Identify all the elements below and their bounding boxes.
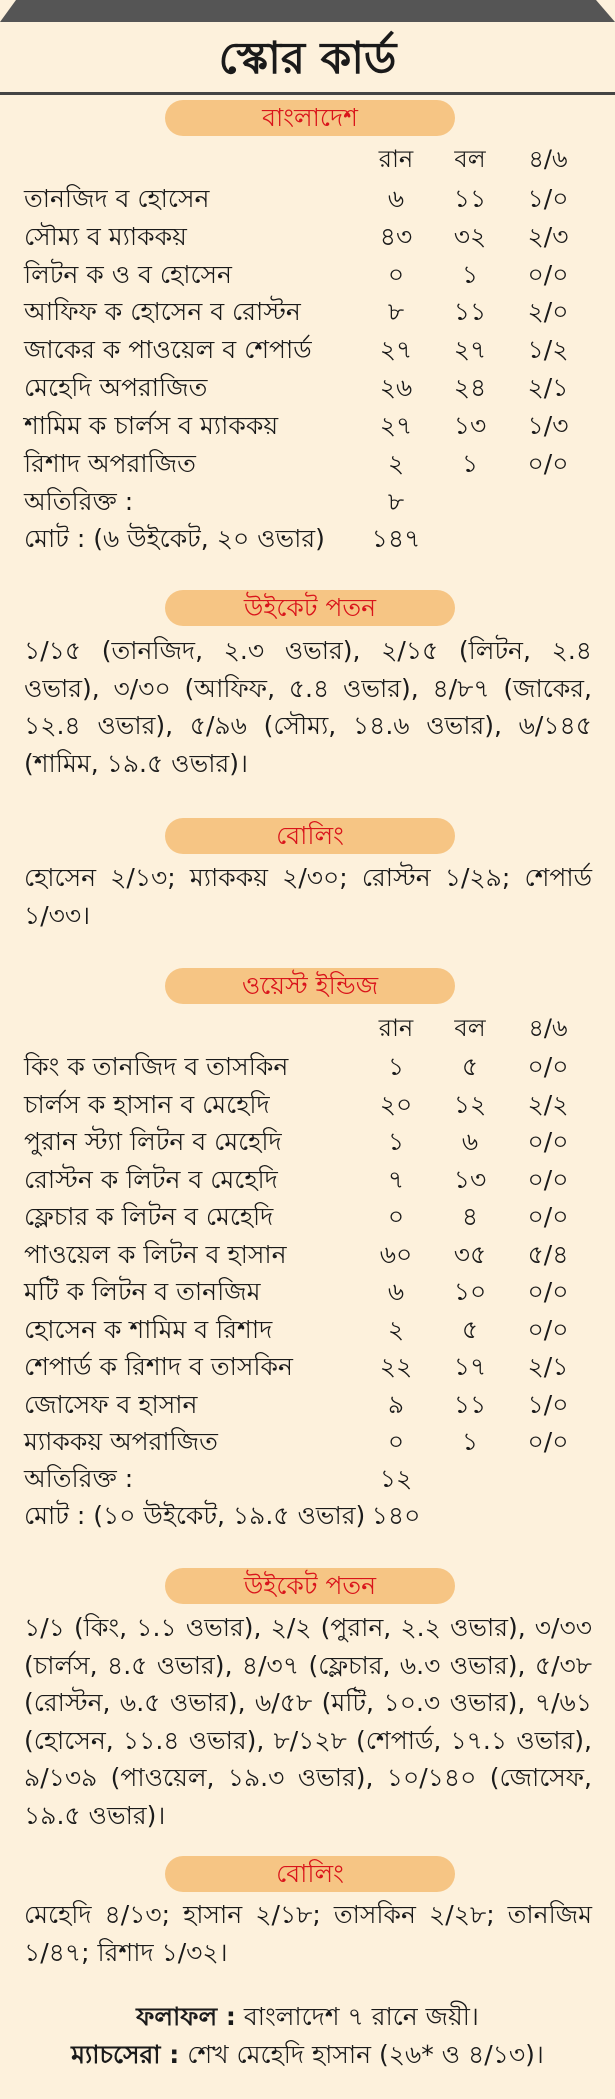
fours-sixes: ১/৩ [527,410,569,440]
fours-sixes: ০/০ [527,1314,569,1344]
fours-sixes: ১/২ [527,335,569,365]
player-name: ম্যাককয় অপরাজিত [24,1427,218,1456]
runs: ০ [387,1202,405,1231]
batting-row [0,218,615,255]
runs: ২ [387,448,405,478]
fours-sixes: ৫/৪ [527,1239,569,1269]
fours-sixes: ২/২ [527,1089,569,1119]
runs: ১ [387,1127,405,1156]
balls: ১ [461,259,479,289]
mom-label: ম্যাচসেরা : [71,2040,180,2069]
runs: ২ [387,1314,405,1344]
player-name: রিশাদ অপরাজিত [24,448,196,478]
total-value: ১৪০ [371,1501,421,1530]
player-name: ফ্লেচার ক লিটন ব মেহেদি [24,1202,274,1231]
fours-sixes: ০/০ [527,1202,569,1231]
result-label: ফলাফল : [136,2002,236,2031]
fours-sixes: ০/০ [527,1427,569,1456]
runs: ২০ [379,1089,413,1119]
fow-heading-west-indies: উইকেট পতন [165,1568,455,1604]
runs: ৬ [387,1277,405,1306]
balls: ১১ [453,1389,487,1419]
player-name: মটি ক লিটন ব তানজিম [24,1277,261,1306]
runs: ৬০ [379,1239,413,1269]
fow-text-bangladesh: ১/১৫ (তানজিদ, ২.৩ ওভার), ২/১৫ (লিটন, ২.৪ ওভার), ৩/৩০ (আফিফ, ৫.৪ ওভার), ৪/৮৭ (জাকের, ১২.৪ ওভার), ৫/৯৬ (সৌম্য, ১৪.৬ ওভার), ৬/১৪৫ (শামিম, ১৯.৫ ওভার)। [24,636,592,778]
total-label: মোট : (৬ উইকেট, ২০ ওভার) [24,524,325,553]
runs: ১ [387,1052,405,1081]
fours-sixes: ২/১ [527,373,569,402]
bowling-heading-bangladesh: বোলিং [165,818,455,854]
total-label: মোট : (১০ উইকেট, ১৯.৫ ওভার) [24,1501,366,1530]
batting-row [0,180,615,217]
batting-header-west-indies [0,1012,615,1044]
extras-label: অতিরিক্ত : [24,1464,134,1493]
extras-value: ১২ [379,1464,413,1493]
balls: ২৭ [453,335,487,365]
batting-row [0,1348,615,1385]
extras-value: ৮ [387,487,405,516]
balls: ১৩ [453,410,487,440]
fours-sixes: ২/৩ [527,221,569,251]
balls: ৩৫ [453,1239,487,1269]
batting-row [0,1086,615,1123]
bowling-text-west-indies: মেহেদি ৪/১৩; হাসান ২/১৮; তাসকিন ২/২৮; তানজিম ১/৪৭; রিশাদ ১/৩২। [24,1900,592,1967]
runs: ২৭ [379,410,413,440]
balls: ১ [461,448,479,478]
player-name: পাওয়েল ক লিটন ব হাসান [24,1239,287,1269]
fours-sixes: ১/০ [527,184,569,213]
runs: ৮ [387,297,405,327]
total-row [0,520,615,557]
extras-row [0,1460,615,1497]
runs: ২৭ [379,335,413,365]
fours-sixes: ২/০ [527,297,569,327]
page-title: স্কোর কার্ড [0,26,615,95]
col-fours-sixes: ৪/৬ [528,145,568,173]
balls: ৫ [461,1052,479,1081]
batting-row [0,1123,615,1160]
mom-text: শেখ মেহেদি হাসান (২৬* ও ৪/১৩)। [187,2040,544,2069]
top-bar [0,0,615,22]
result-line [0,1999,615,2035]
runs: ০ [387,1427,405,1456]
fours-sixes: ০/০ [527,1277,569,1306]
man-of-match-line [0,2037,615,2073]
runs: ২২ [379,1352,413,1381]
runs: ০ [387,259,405,289]
balls: ৪ [461,1202,479,1231]
batting-row [0,407,615,444]
batting-row [0,1386,615,1423]
balls: ১১ [453,297,487,327]
player-name: তানজিদ ব হোসেন [24,184,210,213]
batting-row [0,256,615,293]
player-name: মেহেদি অপরাজিত [24,373,208,402]
bowling-text-bangladesh: হোসেন ২/১৩; ম্যাককয় ২/৩০; রোস্টন ১/২৯; শেপার্ড ১/৩৩। [24,863,592,930]
player-name: রোস্টন ক লিটন ব মেহেদি [24,1164,278,1194]
batting-row [0,369,615,406]
player-name: চার্লস ক হাসান ব মেহেদি [24,1089,270,1119]
batting-row [0,1161,615,1198]
player-name: জাকের ক পাওয়েল ব শেপার্ড [24,335,312,365]
fow-text-west-indies: ১/১ (কিং, ১.১ ওভার), ২/২ (পুরান, ২.২ ওভার), ৩/৩৩ (চার্লস, ৪.৫ ওভার), ৪/৩৭ (ফ্লেচার, ৬.৩ ওভার), ৫/৩৮ (রোস্টন, ৬.৫ ওভার), ৬/৫৮ (মটি, ১০.৩ ওভার), ৭/৬১ (হোসেন, ১১.৪ ওভার), ৮/১২৮ (শেপার্ড, ১৭.১ ওভার), ৯/১৩৯ (পাওয়েল, ১৯.৩ ওভার), ১০/১৪০ (জোসেফ, ১৯.৫ ওভার)। [24,1613,592,1830]
balls: ২৪ [453,373,487,402]
fours-sixes: ০/০ [527,1052,569,1081]
runs: ৯ [387,1389,405,1419]
fours-sixes: ০/০ [527,259,569,289]
fours-sixes: ০/০ [527,448,569,478]
player-name: হোসেন ক শামিম ব রিশাদ [24,1314,273,1344]
batting-row [0,331,615,368]
balls: ১৩ [453,1164,487,1194]
fow-heading-bangladesh: উইকেট পতন [165,590,455,626]
runs: ৬ [387,184,405,213]
balls: ১০ [453,1277,487,1306]
team-heading-west-indies: ওয়েস্ট ইন্ডিজ [165,968,455,1004]
batting-row [0,1273,615,1310]
balls: ১৭ [453,1352,487,1381]
col-balls: বল [454,145,486,173]
batting-row [0,445,615,482]
balls: ১১ [453,184,487,213]
col-fours-sixes: ৪/৬ [528,1014,568,1042]
balls: ৫ [461,1314,479,1344]
balls: ৬ [461,1127,479,1156]
batting-row [0,1198,615,1235]
batting-header-bangladesh [0,143,615,175]
extras-row [0,483,615,520]
fours-sixes: ১/০ [527,1389,569,1419]
balls: ১২ [453,1089,487,1119]
fours-sixes: ০/০ [527,1127,569,1156]
col-balls: বল [454,1014,486,1042]
extras-label: অতিরিক্ত : [24,487,134,516]
batting-row [0,1236,615,1273]
player-name: শেপার্ড ক রিশাদ ব তাসকিন [24,1352,293,1381]
batting-row [0,1048,615,1085]
balls: ১ [461,1427,479,1456]
col-runs: রান [378,145,414,173]
team-heading-bangladesh: বাংলাদেশ [165,100,455,136]
player-name: জোসেফ ব হাসান [24,1389,198,1419]
batting-row [0,1311,615,1348]
fours-sixes: ২/১ [527,1352,569,1381]
player-name: কিং ক তানজিদ ব তাসকিন [24,1052,289,1081]
runs: ২৬ [379,373,413,402]
total-value: ১৪৭ [371,524,421,553]
result-text: বাংলাদেশ ৭ রানে জয়ী। [243,2002,479,2031]
player-name: পুরান স্ট্যা লিটন ব মেহেদি [24,1127,282,1156]
fours-sixes: ০/০ [527,1164,569,1194]
player-name: সৌম্য ব ম্যাককয় [24,221,187,251]
col-runs: রান [378,1014,414,1042]
player-name: শামিম ক চার্লস ব ম্যাককয় [24,410,279,440]
bowling-heading-west-indies: বোলিং [165,1856,455,1892]
total-row [0,1497,615,1534]
balls: ৩২ [453,221,487,251]
batting-row [0,1423,615,1460]
runs: ৭ [387,1164,405,1194]
player-name: আফিফ ক হোসেন ব রোস্টন [24,297,301,327]
batting-row [0,293,615,330]
runs: ৪৩ [379,221,413,251]
player-name: লিটন ক ও ব হোসেন [24,259,232,289]
